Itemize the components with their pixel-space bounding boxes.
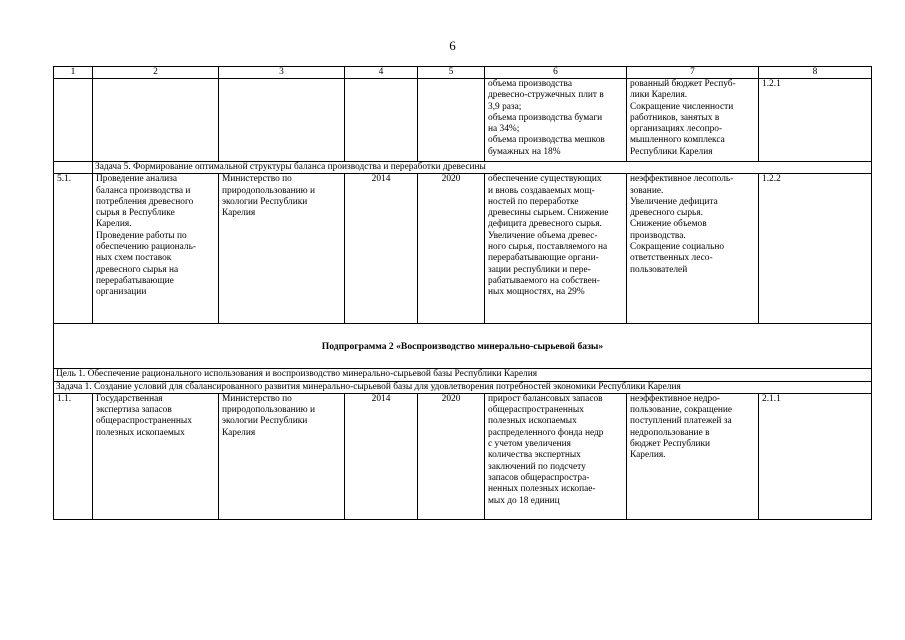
column-header-6: 6 xyxy=(485,67,627,79)
cell-result: обеспечение существующих и вновь создаваемых мощ- ностей по переработке древесины сырьем. Снижение дефицита древесного сырья. Увеличение объема древес- ного сырья, поставляемого на перерабатывающие органи- зации республики и пере- рабатываемого на собствен- ных мощностях, на 29% xyxy=(485,174,627,324)
column-header-4: 4 xyxy=(345,67,418,79)
cell-result: прирост балансовых запасов общераспространенных полезных ископаемых распределенного фонда недр с учетом увеличения количества экспертных заключений по подсчету запасов общераспростра- ненных полезных ископае- мых до 18 единиц xyxy=(485,393,627,519)
column-header-3: 3 xyxy=(219,67,345,79)
column-header-2: 2 xyxy=(93,67,219,79)
goal-heading: Цель 1. Обеспечение рационального использования и воспроизводство минерально-сырьевой базы Республики Карелия xyxy=(54,369,872,381)
cell-activity xyxy=(93,79,219,162)
column-header-5: 5 xyxy=(418,67,485,79)
column-number-row xyxy=(54,67,872,79)
task-heading: Задача 1. Создание условий для сбалансированного развития минерально-сырьевой базы для удовлетворения потребностей экономики Республики Карелия xyxy=(54,381,872,393)
table-row xyxy=(54,174,872,324)
subprogram-title-row xyxy=(54,324,872,369)
cell-indicator: 1.2.1 xyxy=(759,79,872,162)
cell-number: 5.1. xyxy=(54,174,93,324)
program-activities-table xyxy=(53,66,872,520)
task-row xyxy=(54,381,872,393)
column-header-7: 7 xyxy=(627,67,759,79)
cell-indicator: 1.2.2 xyxy=(759,174,872,324)
cell-end-year xyxy=(418,79,485,162)
cell-consequences: неэффективное недро- пользование, сокращение поступлений платежей за недропользование в бюджет Республики Карелия. xyxy=(627,393,759,519)
cell-start-year: 2014 xyxy=(345,174,418,324)
column-header-8: 8 xyxy=(759,67,872,79)
subprogram-title: Подпрограмма 2 «Воспроизводство минерально-сырьевой базы» xyxy=(54,324,872,369)
table-row xyxy=(54,393,872,519)
cell-activity: Государственная экспертиза запасов общераспространенных полезных ископаемых xyxy=(93,393,219,519)
cell-executor: Министерство по природопользованию и экологии Республики Карелия xyxy=(219,393,345,519)
cell-consequences: рованный бюджет Респуб- лики Карелия. Сокращение численности работников, занятых в организациях лесопро- мышленного комплекса Республики Карелия xyxy=(627,79,759,162)
column-header-1: 1 xyxy=(54,67,93,79)
cell-start-year xyxy=(345,79,418,162)
cell-start-year: 2014 xyxy=(345,393,418,519)
cell-indicator: 2.1.1 xyxy=(759,393,872,519)
cell-number: 1.1. xyxy=(54,393,93,519)
page-number: 6 xyxy=(449,38,456,53)
cell-executor: Министерство по природопользованию и экологии Республики Карелия xyxy=(219,174,345,324)
cell-consequences: неэффективное лесополь- зование. Увеличение дефицита древесного сырья. Снижение объемов производства. Сокращение социально ответственных лесо- пользователей xyxy=(627,174,759,324)
cell-executor xyxy=(219,79,345,162)
cell-number xyxy=(54,79,93,162)
cell-end-year: 2020 xyxy=(418,174,485,324)
goal-row xyxy=(54,369,872,381)
table-row xyxy=(54,79,872,162)
task-heading: Задача 5. Формирование оптимальной структуры баланса производства и переработки древесины xyxy=(93,162,872,174)
cell-end-year: 2020 xyxy=(418,393,485,519)
task-heading-row xyxy=(54,162,872,174)
cell-result: объема производства древесно-стружечных плит в 3,9 раза; объема производства бумаги на 34%; объема производства мешков бумажных на 18% xyxy=(485,79,627,162)
cell-activity: Проведение анализа баланса производства и потребления древесного сырья в Республике Карелия. Проведение работы по обеспечению рациональ- ных схем поставок древесного сырья на перерабатывающие организации xyxy=(93,174,219,324)
